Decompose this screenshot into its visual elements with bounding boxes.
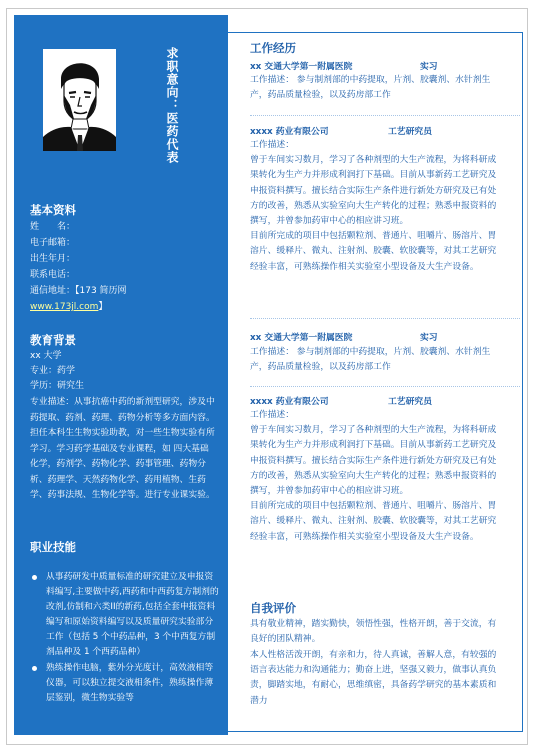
job-role: 实习 (420, 333, 438, 343)
skill-item: 熟练操作电脑，紫外分光度计，高效液相等仪器，可以独立提交液相条件，熟练操作薄层鉴别，微生物实验等 (30, 661, 220, 706)
major: 专业：药学 (30, 366, 76, 376)
portrait-image (43, 49, 116, 151)
divider (250, 115, 520, 116)
address-end: 】 (98, 302, 108, 312)
birth-label: 出生年月： (30, 254, 76, 264)
experience-1-text: 工作描述： 参与制剂部的中药提取，片剂、胶囊剂、水针剂生产，药品质量检验，以及药房部工作 (250, 75, 491, 101)
email-label: 电子邮箱： (30, 238, 76, 248)
company-name: xxxx 药业有限公司 (250, 397, 329, 407)
experience-3-text: 工作描述： 参与制剂部的中药提取，片剂、胶囊剂、水针剂生产，药品质量检验，以及药房部工作 (250, 347, 491, 373)
job-intention: 求职意向：医药代表 (165, 47, 179, 164)
divider (250, 386, 520, 387)
self-evaluation-heading: 自我评价 (250, 601, 296, 615)
address-row (30, 284, 127, 300)
experience-1-header (250, 59, 438, 72)
experience-2-header (250, 124, 432, 137)
company-name: xx 交通大学第一附属医院 (250, 62, 353, 72)
self-evaluation-text-2: 本人性格活泼开朗，有亲和力，待人真诚，善解人意，有较强的语言表达能力和沟通能力；勤奋上进，坚强又毅力，做事认真负责，脚踏实地，有耐心，思维缜密，具备药学研究的基本素质和潜力 (250, 650, 497, 706)
phone-label: 联系电话： (30, 270, 76, 280)
work-experience-heading: 工作经历 (250, 41, 296, 55)
education-description: 专业描述：从事抗癌中药的新剂型研究，涉及中药提取、药剂、药理、药物分析等多方面内容。担任本科生生物实验助教，对一些生物实验有所学习。学习药学基础及专业课程，如 四大基础化学，药剂学、药物化学、药事管理、药物分析、药理学、天然药物化学、药用植物、生药学、药事法规、生物化学等。进行专业课实验。 (30, 397, 215, 500)
education-heading: 教育背景 (30, 333, 76, 347)
school-name: xx 大学 (30, 351, 62, 361)
address-link-row (30, 300, 107, 316)
experience-4-text: 工作描述： 曾于车间实习数月，学习了各种剂型的大生产流程，为将科研成果转化为生产力并形成利润打下基础。目前从事新药工艺研究及申报资料撰写。擅长结合实际生产条件进行新处方研究及已有处方的改善，熟悉从实验室向大生产转化的过程；熟悉申报资料的撰写，并曾参加药审中心的相应讲习班。 目前所完成的项目中包括颗粒剂、普通片、咀嚼片、肠溶片、胃溶片、缓释片、微丸、注射剂、胶囊、软胶囊等，对其工艺研究经验丰富，可熟练操作相关实验室小型设备及大生产设备。 (250, 410, 497, 542)
profile-photo (43, 49, 116, 151)
experience-3-header (250, 330, 438, 343)
job-role: 工艺研究员 (388, 397, 432, 407)
website-link[interactable]: www.173jl.com (30, 302, 99, 312)
sidebar (14, 15, 228, 735)
address-label: 通信地址： (30, 286, 76, 296)
experience-4-header (250, 394, 432, 407)
divider (250, 318, 520, 319)
self-evaluation-text-1: 具有敬业精神，踏实勤快，领悟性强，性格开朗，善于交流，有良好的团队精神。 (250, 619, 497, 645)
company-name: xxxx 药业有限公司 (250, 127, 329, 137)
basic-info-heading: 基本资料 (30, 203, 76, 217)
job-role: 工艺研究员 (388, 127, 432, 137)
company-name: xx 交通大学第一附属医院 (250, 333, 353, 343)
degree: 学历：研究生 (30, 381, 85, 391)
experience-2-text: 工作描述： 曾于车间实习数月，学习了各种剂型的大生产流程，为将科研成果转化为生产力并形成利润打下基础。目前从事新药工艺研究及申报资料撰写。擅长结合实际生产条件进行新处方研究及已有处方的改善，熟悉从实验室向大生产转化的过程；熟悉申报资料的撰写，并曾参加药审中心的相应讲习班。 目前所完成的项目中包括颗粒剂、普通片、咀嚼片、肠溶片、胃溶片、缓释片、微丸、注射剂、胶囊、软胶囊等，对其工艺研究经验丰富，可熟练操作相关实验室小型设备及大生产设备。 (250, 140, 497, 272)
address-value: 【173 简历网 (75, 286, 127, 296)
name-label: 姓 名： (30, 222, 76, 232)
skills-list (30, 570, 220, 707)
job-role: 实习 (420, 62, 438, 72)
skill-item: 从事药研发中质量标准的研究建立及申报资料编写,主要做中药,西药和中西药复方制剂的改剂,仿制和六类II的新药,包括全套申报资料编写和原始资料编写以及质量研究实验部分工作（包括 5 个中药品种，3 个中西复方制剂品种及 1 个西药品种） (30, 570, 220, 660)
skills-heading: 职业技能 (30, 540, 76, 554)
